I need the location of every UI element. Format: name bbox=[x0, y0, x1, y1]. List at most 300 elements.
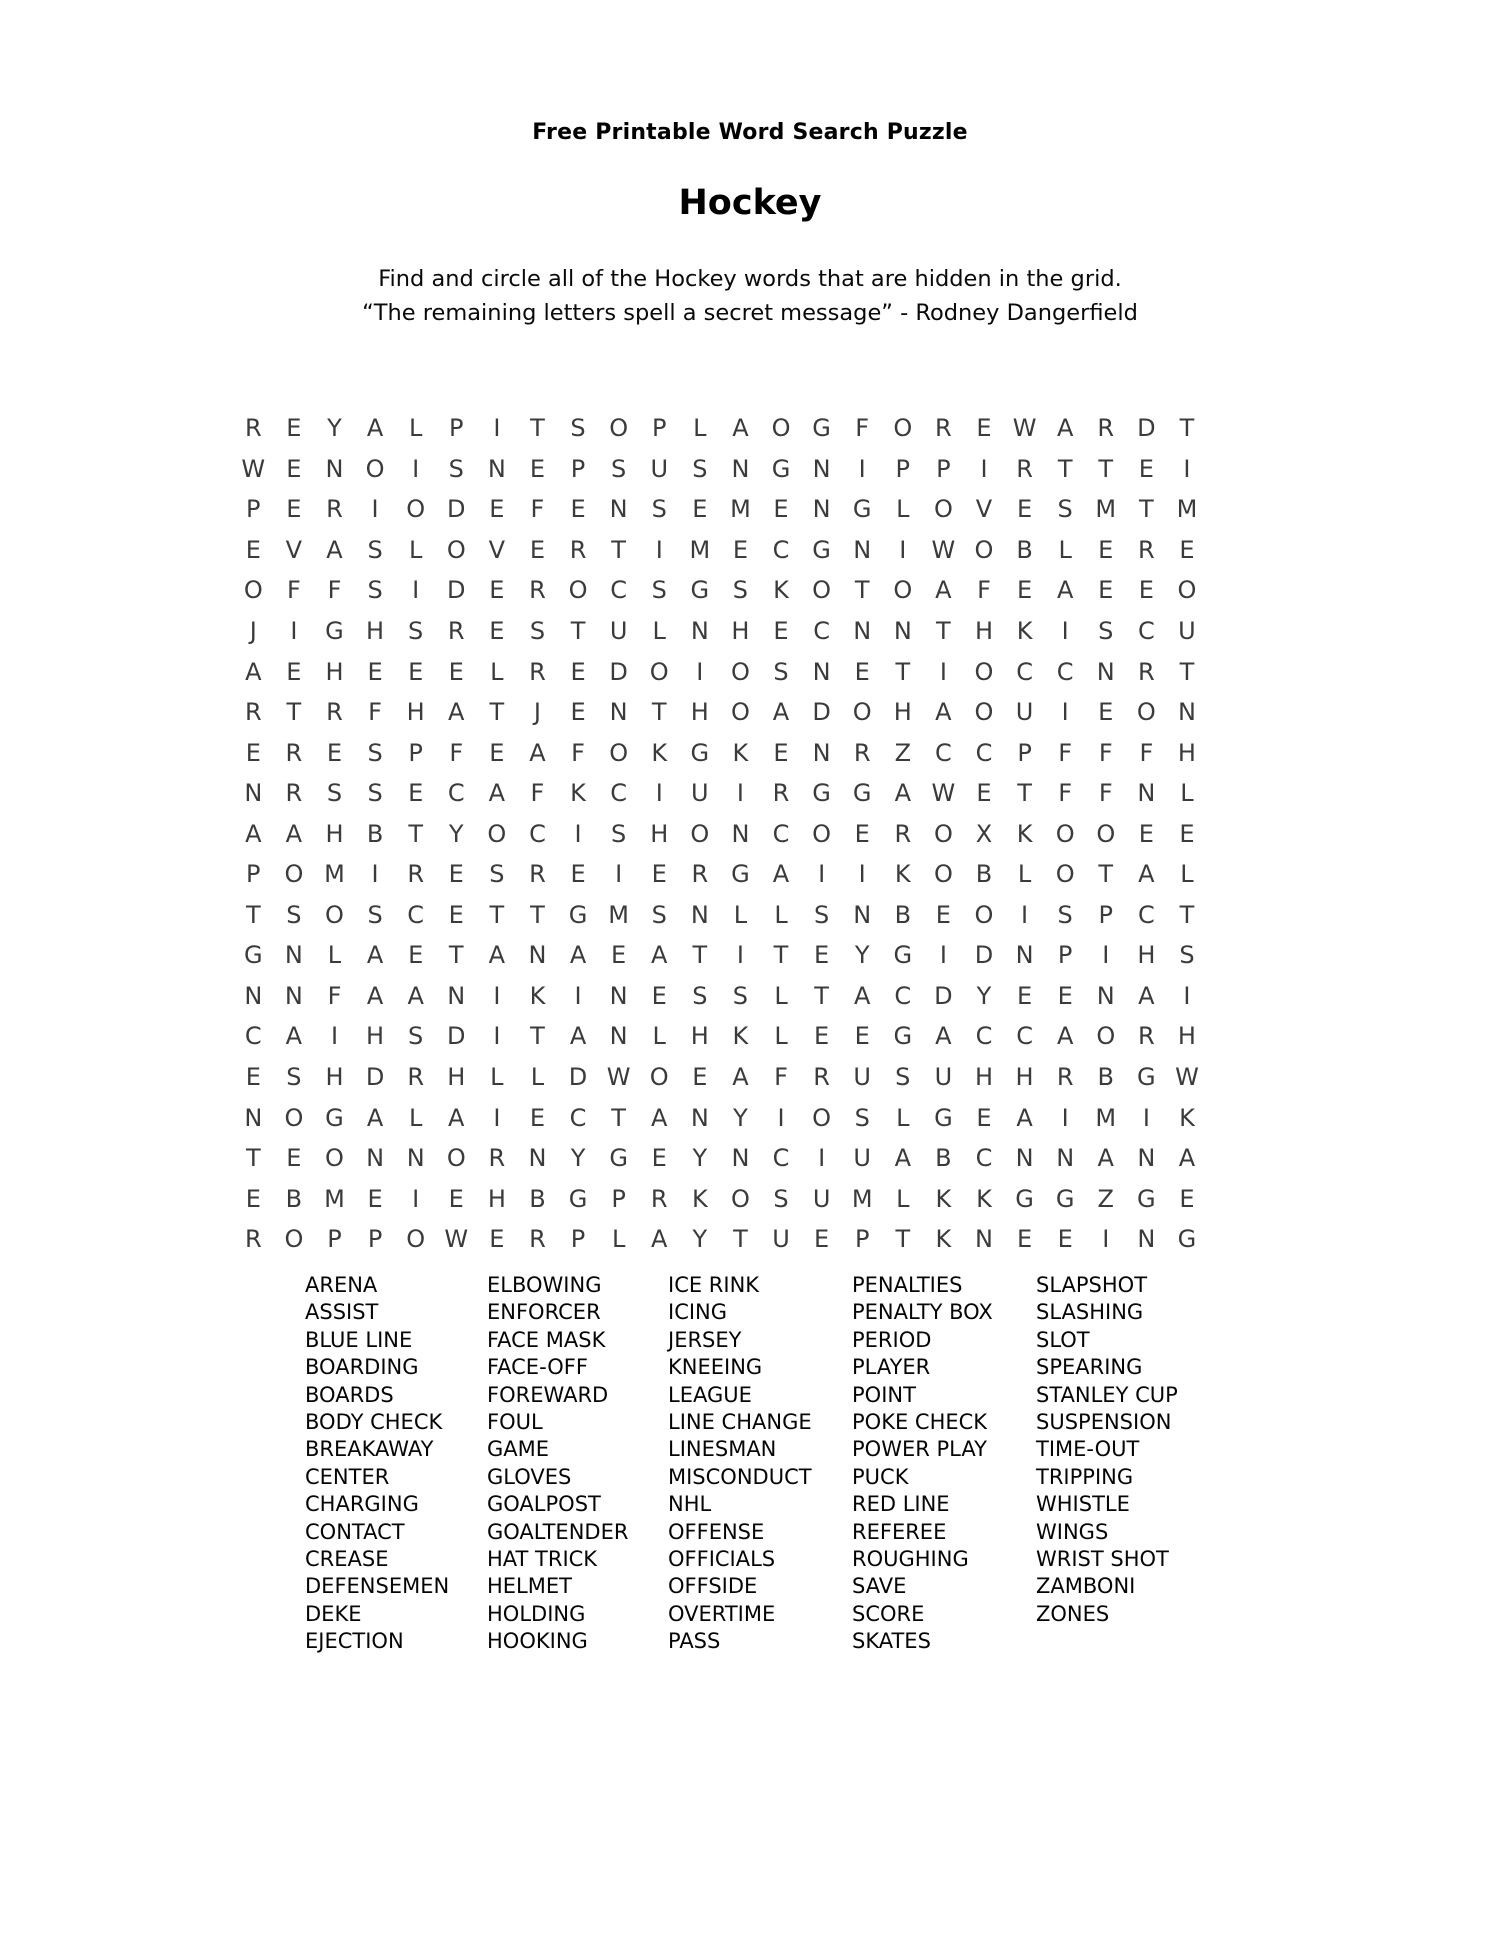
grid-row bbox=[233, 692, 1207, 733]
grid-letter: T bbox=[1179, 900, 1195, 929]
grid-letter: N bbox=[812, 738, 831, 767]
grid-letter: O bbox=[812, 819, 832, 848]
grid-letter: T bbox=[611, 1103, 626, 1132]
grid-letter: R bbox=[1138, 657, 1155, 686]
word-list-item: LINE CHANGE bbox=[668, 1410, 812, 1435]
grid-letter: E bbox=[976, 1103, 992, 1132]
grid-row bbox=[233, 773, 1207, 814]
word-list-item: FACE MASK bbox=[487, 1327, 606, 1352]
grid-letter: S bbox=[611, 454, 627, 483]
word-list-item: SAVE bbox=[852, 1574, 907, 1599]
grid-letter: E bbox=[448, 900, 464, 929]
grid-letter: G bbox=[812, 414, 831, 443]
grid-letter: I bbox=[818, 1144, 826, 1173]
grid-letter: P bbox=[854, 1225, 870, 1254]
grid-letter: A bbox=[529, 738, 546, 767]
grid-letter: O bbox=[609, 414, 629, 443]
word-list-item: PENALTIES bbox=[852, 1273, 963, 1297]
grid-letter: T bbox=[936, 617, 951, 645]
grid-letter: N bbox=[853, 617, 872, 645]
word-list-item: OFFICIALS bbox=[668, 1547, 776, 1572]
grid-letter: T bbox=[530, 900, 545, 929]
word-list-item: HOOKING bbox=[487, 1629, 588, 1654]
grid-letter: N bbox=[853, 535, 872, 564]
word-list-item: WINGS bbox=[1036, 1519, 1109, 1544]
word-list-item: BODY CHECK bbox=[305, 1410, 443, 1435]
word-list-item: ARENA bbox=[305, 1273, 378, 1297]
grid-letter: E bbox=[651, 981, 667, 1010]
grid-letter: N bbox=[893, 617, 912, 645]
word-list-item: CONTACT bbox=[305, 1519, 405, 1544]
grid-letter: C bbox=[1056, 657, 1074, 686]
grid-letter: D bbox=[934, 981, 953, 1010]
grid-letter: O bbox=[649, 1063, 669, 1092]
word-list-item: FOUL bbox=[487, 1410, 543, 1435]
grid-letter: E bbox=[1179, 819, 1195, 848]
grid-letter: I bbox=[1061, 698, 1069, 727]
word-list-item: ICING bbox=[668, 1300, 728, 1325]
word-list-item: OFFSIDE bbox=[668, 1574, 758, 1599]
word-list-item: HOLDING bbox=[487, 1601, 586, 1626]
grid-letter: B bbox=[1097, 1063, 1114, 1092]
grid-letter: R bbox=[447, 617, 465, 645]
grid-letter: C bbox=[1137, 900, 1155, 929]
grid-letter: O bbox=[1055, 819, 1075, 848]
grid-letter: N bbox=[690, 617, 709, 645]
grid-letter: L bbox=[693, 414, 707, 443]
grid-letter: R bbox=[772, 779, 790, 808]
grid-letter: R bbox=[650, 1184, 668, 1213]
word-list-item: KNEEING bbox=[668, 1355, 763, 1380]
grid-letter: R bbox=[529, 576, 546, 605]
grid-letter: R bbox=[244, 1225, 262, 1254]
grid-letter: F bbox=[977, 576, 991, 605]
grid-letter: T bbox=[895, 657, 911, 686]
word-list-item: DEFENSEMEN bbox=[305, 1574, 450, 1599]
grid-letter: H bbox=[650, 819, 669, 848]
grid-letter: E bbox=[448, 657, 464, 686]
grid-letter: R bbox=[285, 738, 303, 767]
grid-letter: H bbox=[893, 698, 912, 727]
grid-letter: G bbox=[934, 1103, 953, 1132]
word-list-item: GOALTENDER bbox=[487, 1519, 629, 1544]
grid-letter: P bbox=[570, 1225, 586, 1254]
word-list-item: POKE CHECK bbox=[852, 1410, 988, 1435]
grid-row bbox=[233, 651, 1207, 692]
grid-letter: R bbox=[1016, 454, 1033, 483]
word-list-item: OFFENSE bbox=[668, 1519, 765, 1544]
grid-letter: C bbox=[975, 738, 993, 767]
grid-letter: E bbox=[245, 738, 261, 767]
grid-letter: O bbox=[812, 576, 832, 605]
grid-letter: S bbox=[367, 738, 383, 767]
grid-letter: T bbox=[773, 941, 789, 970]
grid-letter: T bbox=[1179, 414, 1195, 443]
grid-letter: N bbox=[244, 981, 263, 1010]
grid-letter: O bbox=[568, 576, 588, 605]
grid-letter: T bbox=[489, 698, 505, 727]
grid-letter: I bbox=[371, 860, 379, 889]
grid-letter: L bbox=[774, 900, 788, 929]
grid-letter: M bbox=[730, 495, 751, 524]
grid-letter: R bbox=[1056, 1063, 1074, 1092]
grid-row bbox=[233, 854, 1207, 895]
grid-letter: N bbox=[1056, 1144, 1075, 1173]
grid-row bbox=[233, 895, 1207, 936]
grid-letter: A bbox=[407, 981, 424, 1010]
grid-letter: T bbox=[1017, 779, 1032, 808]
grid-letter: B bbox=[894, 900, 912, 929]
grid-letter: P bbox=[246, 860, 261, 889]
grid-row bbox=[233, 1057, 1207, 1098]
grid-letter: B bbox=[366, 819, 384, 848]
grid-letter: Y bbox=[733, 1103, 748, 1132]
grid-letter: O bbox=[933, 495, 953, 524]
word-list-item: ZONES bbox=[1036, 1601, 1110, 1626]
grid-letter: I bbox=[574, 981, 582, 1010]
grid-letter: R bbox=[326, 495, 343, 524]
grid-letter: N bbox=[244, 779, 263, 808]
grid-letter: O bbox=[933, 860, 953, 889]
word-list-item: GOALPOST bbox=[487, 1492, 601, 1517]
grid-letter: S bbox=[1057, 900, 1073, 929]
grid-letter: E bbox=[489, 495, 505, 524]
grid-letter: S bbox=[408, 617, 424, 645]
grid-letter: A bbox=[651, 1103, 668, 1132]
grid-letter: D bbox=[1137, 414, 1156, 443]
grid-letter: T bbox=[570, 617, 586, 645]
grid-letter: A bbox=[732, 414, 749, 443]
grid-letter: L bbox=[896, 495, 910, 524]
grid-letter: R bbox=[569, 535, 587, 564]
grid-letter: E bbox=[854, 819, 870, 848]
grid-letter: E bbox=[529, 454, 546, 483]
grid-letter: E bbox=[976, 779, 992, 808]
grid-letter: O bbox=[406, 495, 426, 524]
grid-letter: S bbox=[773, 1184, 789, 1213]
word-list-item: ROUGHING bbox=[852, 1547, 969, 1572]
grid-letter: H bbox=[325, 657, 344, 686]
grid-letter: A bbox=[1056, 1022, 1074, 1051]
grid-letter: S bbox=[408, 1022, 424, 1051]
grid-row bbox=[233, 935, 1207, 976]
grid-letter: O bbox=[325, 1144, 344, 1173]
grid-letter: H bbox=[731, 617, 750, 645]
grid-letter: E bbox=[611, 941, 627, 970]
grid-letter: E bbox=[1057, 1225, 1073, 1254]
grid-letter: A bbox=[935, 698, 952, 727]
grid-letter: N bbox=[690, 1103, 709, 1132]
word-list-item: BREAKAWAY bbox=[305, 1437, 434, 1462]
grid-letter: I bbox=[939, 657, 947, 686]
word-list-item: BOARDS bbox=[305, 1382, 394, 1407]
grid-letter: C bbox=[935, 738, 952, 767]
grid-letter: C bbox=[1137, 617, 1155, 645]
grid-letter: O bbox=[609, 738, 629, 767]
grid-letter: S bbox=[529, 617, 546, 645]
grid-letter: L bbox=[490, 657, 504, 686]
grid-letter: N bbox=[1137, 1225, 1156, 1254]
word-list-item: ENFORCER bbox=[487, 1300, 601, 1325]
grid-letter: S bbox=[1098, 617, 1114, 645]
grid-row bbox=[233, 1219, 1207, 1260]
grid-letter: L bbox=[408, 1103, 423, 1132]
grid-letter: A bbox=[245, 657, 262, 686]
grid-letter: R bbox=[407, 860, 425, 889]
word-list-item: GAME bbox=[487, 1437, 550, 1462]
grid-letter: S bbox=[286, 1063, 302, 1092]
grid-letter: C bbox=[813, 617, 830, 645]
grid-letter: D bbox=[974, 941, 994, 970]
grid-letter: A bbox=[894, 1144, 911, 1173]
grid-letter: I bbox=[1183, 981, 1191, 1010]
grid-letter: E bbox=[1138, 819, 1154, 848]
word-list-item: LINESMAN bbox=[668, 1437, 777, 1462]
grid-letter: B bbox=[975, 860, 993, 889]
grid-letter: S bbox=[651, 900, 667, 929]
word-list-item: BLUE LINE bbox=[305, 1327, 413, 1352]
grid-letter: R bbox=[529, 860, 546, 889]
grid-letter: T bbox=[895, 1225, 911, 1254]
grid-letter: S bbox=[611, 819, 627, 848]
grid-letter: K bbox=[651, 738, 668, 767]
grid-letter: E bbox=[489, 576, 505, 605]
grid-letter: F bbox=[286, 576, 301, 605]
grid-letter: E bbox=[692, 495, 708, 524]
grid-letter: G bbox=[609, 1144, 628, 1173]
grid-letter: G bbox=[771, 454, 791, 483]
word-list-item: RED LINE bbox=[852, 1492, 950, 1517]
grid-letter: G bbox=[812, 535, 831, 564]
grid-letter: S bbox=[813, 900, 830, 929]
grid-letter: G bbox=[243, 941, 263, 970]
grid-letter: X bbox=[975, 819, 993, 848]
grid-letter: W bbox=[931, 779, 956, 808]
grid-letter: S bbox=[1057, 495, 1073, 524]
grid-letter: L bbox=[652, 617, 666, 645]
grid-letter: L bbox=[652, 1022, 666, 1051]
grid-letter: H bbox=[487, 1184, 506, 1213]
grid-letter: L bbox=[408, 414, 423, 443]
grid-letter: I bbox=[615, 860, 623, 889]
grid-letter: L bbox=[774, 1022, 788, 1051]
grid-letter: H bbox=[366, 1022, 385, 1051]
grid-letter: M bbox=[1095, 1103, 1117, 1132]
grid-letter: A bbox=[772, 860, 790, 889]
grid-letter: M bbox=[1095, 495, 1117, 524]
grid-letter: A bbox=[326, 535, 343, 564]
grid-letter: P bbox=[327, 1225, 342, 1254]
grid-letter: E bbox=[529, 1103, 546, 1132]
grid-letter: T bbox=[733, 1225, 748, 1254]
grid-letter: E bbox=[1016, 1225, 1033, 1254]
grid-letter: O bbox=[1096, 819, 1116, 848]
word-list-item: SKATES bbox=[852, 1629, 931, 1654]
grid-letter: O bbox=[730, 657, 750, 686]
grid-letter: R bbox=[529, 1225, 546, 1254]
grid-letter: E bbox=[245, 535, 261, 564]
grid-letter: A bbox=[366, 1103, 384, 1132]
grid-letter: E bbox=[1098, 576, 1114, 605]
grid-letter: N bbox=[1177, 698, 1196, 727]
grid-letter: A bbox=[366, 941, 384, 970]
grid-row bbox=[233, 611, 1207, 652]
grid-letter: N bbox=[609, 1022, 628, 1051]
grid-letter: E bbox=[367, 1184, 383, 1213]
grid-letter: E bbox=[1138, 454, 1154, 483]
grid-letter: F bbox=[774, 1063, 788, 1092]
word-list-item: PENALTY BOX bbox=[852, 1300, 993, 1325]
grid-letter: A bbox=[366, 414, 384, 443]
grid-letter: W bbox=[606, 1063, 631, 1092]
grid-letter: S bbox=[489, 860, 505, 889]
word-list-item: BOARDING bbox=[305, 1355, 419, 1380]
word-list-item: JERSEY bbox=[668, 1327, 742, 1352]
grid-letter: E bbox=[651, 860, 667, 889]
grid-row bbox=[233, 489, 1207, 530]
grid-letter: L bbox=[408, 535, 423, 564]
grid-letter: A bbox=[651, 941, 668, 970]
grid-letter: E bbox=[448, 860, 464, 889]
grid-letter: T bbox=[489, 900, 505, 929]
grid-letter: I bbox=[818, 860, 826, 889]
grid-letter: K bbox=[529, 981, 546, 1010]
grid-letter: N bbox=[731, 1144, 750, 1173]
word-list-item: ZAMBONI bbox=[1036, 1574, 1136, 1599]
grid-letter: D bbox=[447, 576, 466, 605]
grid-letter: P bbox=[936, 454, 951, 483]
grid-letter: C bbox=[529, 819, 546, 848]
grid-letter: S bbox=[367, 535, 383, 564]
grid-letter: I bbox=[1102, 941, 1110, 970]
grid-letter: L bbox=[327, 941, 342, 970]
grid-letter: S bbox=[732, 576, 749, 605]
grid-letter: L bbox=[1180, 860, 1194, 889]
grid-letter: P bbox=[570, 454, 586, 483]
grid-letter: R bbox=[1097, 414, 1115, 443]
grid-letter: O bbox=[730, 1184, 750, 1213]
grid-letter: S bbox=[367, 900, 383, 929]
grid-letter: P bbox=[895, 454, 911, 483]
grid-letter: D bbox=[609, 657, 628, 686]
grid-letter: N bbox=[731, 819, 750, 848]
grid-letter: I bbox=[330, 1022, 339, 1051]
word-list-item: SCORE bbox=[852, 1601, 925, 1626]
grid-letter: A bbox=[448, 1103, 465, 1132]
grid-letter: J bbox=[249, 617, 257, 645]
grid-letter: O bbox=[852, 698, 872, 727]
grid-letter: C bbox=[1016, 657, 1033, 686]
grid-letter: H bbox=[1177, 738, 1196, 767]
grid-letter: R bbox=[244, 698, 262, 727]
grid-letter: G bbox=[1177, 1225, 1197, 1254]
grid-letter: L bbox=[774, 981, 788, 1010]
grid-letter: R bbox=[853, 738, 871, 767]
grid-letter: E bbox=[1179, 535, 1195, 564]
grid-letter: N bbox=[975, 1225, 993, 1254]
grid-letter: T bbox=[448, 941, 464, 970]
grid-letter: O bbox=[1136, 698, 1156, 727]
word-list-item: TIME-OUT bbox=[1036, 1437, 1140, 1462]
grid-letter: I bbox=[290, 617, 298, 645]
word-list-item: SLAPSHOT bbox=[1036, 1273, 1148, 1297]
grid-letter: N bbox=[853, 900, 872, 929]
grid-letter: U bbox=[609, 617, 628, 645]
grid-letter: P bbox=[408, 738, 423, 767]
grid-letter: F bbox=[449, 738, 464, 767]
grid-letter: P bbox=[1098, 900, 1113, 929]
grid-letter: F bbox=[368, 698, 382, 727]
grid-letter: U bbox=[812, 1184, 831, 1213]
grid-letter: A bbox=[1138, 860, 1155, 889]
grid-letter: T bbox=[1098, 860, 1114, 889]
grid-letter: Y bbox=[327, 414, 342, 443]
word-list-item: LEAGUE bbox=[668, 1382, 752, 1407]
grid-letter: I bbox=[1061, 617, 1069, 645]
grid-letter: N bbox=[1137, 779, 1156, 808]
grid-letter: E bbox=[1138, 576, 1154, 605]
grid-row bbox=[233, 570, 1207, 611]
grid-letter: W bbox=[931, 535, 956, 564]
grid-letter: O bbox=[893, 576, 913, 605]
grid-letter: F bbox=[327, 576, 342, 605]
grid-letter: C bbox=[894, 981, 912, 1010]
grid-letter: D bbox=[365, 1063, 385, 1092]
grid-letter: T bbox=[651, 698, 667, 727]
grid-letter: E bbox=[286, 414, 302, 443]
word-list-item: SLASHING bbox=[1036, 1300, 1144, 1325]
grid-letter: K bbox=[894, 860, 911, 889]
word-list-item: CREASE bbox=[305, 1547, 389, 1572]
grid-letter: G bbox=[1055, 1184, 1075, 1213]
grid-letter: E bbox=[286, 495, 302, 524]
grid-letter: N bbox=[812, 495, 831, 524]
word-list-item: HELMET bbox=[487, 1574, 572, 1599]
grid-letter: E bbox=[773, 738, 789, 767]
grid-letter: E bbox=[1179, 1184, 1195, 1213]
grid-letter: C bbox=[407, 900, 425, 929]
grid-letter: B bbox=[1016, 535, 1033, 564]
grid-letter: S bbox=[367, 576, 383, 605]
grid-letter: E bbox=[570, 495, 586, 524]
grid-letter: D bbox=[812, 698, 831, 727]
grid-letter: M bbox=[1176, 495, 1198, 524]
grid-letter: H bbox=[690, 1022, 709, 1051]
grid-letter: A bbox=[935, 576, 952, 605]
grid-letter: I bbox=[696, 657, 704, 686]
word-list-item: HAT TRICK bbox=[487, 1547, 598, 1572]
instructions bbox=[0, 262, 1500, 330]
grid-letter: O bbox=[649, 657, 669, 686]
grid-letter: L bbox=[490, 1063, 504, 1092]
grid-letter: A bbox=[853, 981, 871, 1010]
grid-letter: O bbox=[974, 900, 994, 929]
grid-letter: U bbox=[772, 1225, 790, 1254]
grid-letter: E bbox=[1098, 698, 1114, 727]
grid-row bbox=[233, 732, 1207, 773]
grid-letter: P bbox=[651, 414, 667, 443]
grid-letter: H bbox=[406, 698, 425, 727]
grid-letter: T bbox=[611, 535, 626, 564]
grid-letter: E bbox=[814, 941, 830, 970]
grid-letter: B bbox=[285, 1184, 303, 1213]
grid-letter: N bbox=[406, 1144, 425, 1173]
grid-letter: O bbox=[974, 535, 994, 564]
grid-letter: B bbox=[529, 1184, 546, 1213]
grid-letter: I bbox=[777, 1103, 785, 1132]
grid-letter: R bbox=[1138, 535, 1155, 564]
grid-letter: L bbox=[611, 1225, 626, 1254]
